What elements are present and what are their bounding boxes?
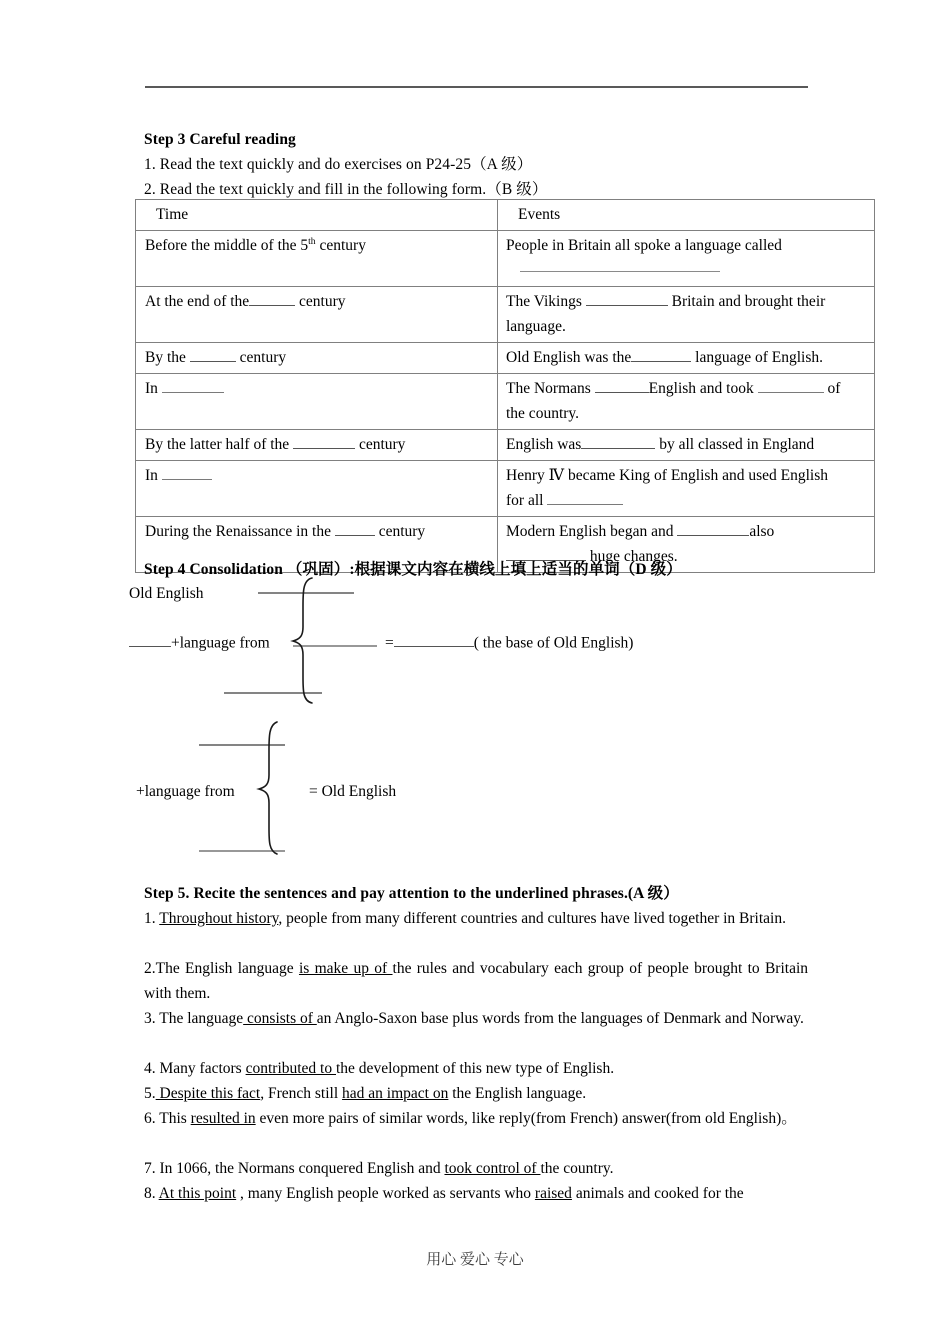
time-text-post: century <box>374 523 426 540</box>
event-line-2: language. <box>506 318 566 335</box>
sentence-text: In 1066, the Normans conquered English and <box>159 1160 445 1177</box>
sentence-1 <box>144 906 808 931</box>
answer-blank[interactable] <box>586 291 668 306</box>
answer-blank[interactable] <box>581 434 655 449</box>
diagram1-top-label: Old English <box>129 585 204 602</box>
event-line-2-pre: for all <box>506 492 548 509</box>
sentence-number: 7. <box>144 1160 160 1177</box>
step3-item-1: 1. Read the text quickly and do exercises on P24-25（A 级） <box>144 156 533 173</box>
table-row <box>136 374 875 430</box>
diagram2-right-label: = Old English <box>309 783 397 800</box>
answer-blank[interactable] <box>162 465 212 480</box>
table-row <box>136 430 875 461</box>
event-line-1: Henry Ⅳ became King of English and used English <box>506 467 828 484</box>
diagram1-right-label <box>385 632 633 654</box>
sentence-text: This <box>159 1110 191 1127</box>
sentence-text: even more pairs of similar words, like reply(from French) answer(from old English)。 <box>255 1110 797 1127</box>
time-text-pre: In <box>145 467 162 484</box>
sentence-text: The language <box>159 1010 244 1027</box>
header-rule <box>145 86 808 88</box>
sentence-number: 4. <box>144 1060 160 1077</box>
time-text-pre: At the end of the <box>145 293 250 310</box>
answer-blank[interactable] <box>190 347 236 362</box>
answer-blank[interactable] <box>293 434 355 449</box>
cell-event <box>498 287 875 343</box>
time-text-post: century <box>355 436 406 453</box>
answer-blank[interactable] <box>547 490 623 505</box>
cell-event <box>498 461 875 517</box>
sentence-4 <box>144 1056 808 1081</box>
sentence-number: 2. <box>144 960 156 977</box>
event-text-post: language of English. <box>691 349 824 366</box>
event-text-post: by all classed in England <box>655 436 815 453</box>
event-text-a: The Normans <box>506 380 595 397</box>
event-text-post: also <box>749 523 775 540</box>
cell-time <box>136 374 498 430</box>
cell-event <box>498 374 875 430</box>
answer-blank[interactable] <box>677 521 749 536</box>
event-text-post: Britain and brought their <box>667 293 826 310</box>
time-text-pre: In <box>145 380 162 397</box>
time-text-post: century <box>235 349 287 366</box>
sentence-text: the country. <box>540 1160 614 1177</box>
cell-event <box>498 343 875 374</box>
column-header-time: Time <box>136 200 498 231</box>
event-text-c: of <box>823 380 841 397</box>
event-text-pre: Modern English began and <box>506 523 678 540</box>
event-text-pre: The Vikings <box>506 293 586 310</box>
diagram1-note: ( the base of Old English) <box>473 634 634 652</box>
answer-blank[interactable] <box>394 632 474 647</box>
step4-heading: Step 4 Consolidation （巩固）:根据课文内容在横线上填上适当的单词（D 级） <box>144 561 682 578</box>
answer-blank[interactable] <box>335 521 375 536</box>
underlined-phrase: had an impact on <box>342 1085 449 1102</box>
time-text-pre: Before the middle of the 5 <box>145 237 309 254</box>
cell-time <box>136 461 498 517</box>
sentence-2 <box>144 956 808 1006</box>
sentence-text: The English language <box>155 960 299 977</box>
sentence-number: 1. <box>144 910 160 927</box>
column-header-events: Events <box>498 200 875 231</box>
event-text-pre: Old English was the <box>506 349 632 366</box>
underlined-phrase: Throughout history <box>159 910 279 927</box>
underlined-phrase: is make up of <box>298 960 393 977</box>
step5-heading: Step 5. Recite the sentences and pay attention to the underlined phrases.(A 级） <box>144 885 679 902</box>
event-line-2-post: huge changes. <box>586 548 678 565</box>
sentence-number: 3. <box>144 1010 160 1027</box>
event-line-2: the country. <box>506 405 580 422</box>
equals-sign: = <box>385 634 394 652</box>
sentence-3 <box>144 1006 808 1031</box>
timeline-table <box>135 199 875 573</box>
cell-time <box>136 287 498 343</box>
event-text-b: English and took <box>648 380 758 397</box>
cell-event <box>498 430 875 461</box>
sentence-text: , many English people worked as servants who <box>236 1185 535 1202</box>
answer-blank[interactable] <box>631 347 691 362</box>
sentence-7 <box>144 1156 808 1181</box>
sentence-text: the rules and vocabulary each group of people brought to Britain with them. <box>144 960 809 1002</box>
underlined-phrase: resulted in <box>190 1110 256 1127</box>
time-text-post: century <box>315 237 366 254</box>
diagram1-curly-brace <box>293 578 312 703</box>
sentence-text: , French still <box>260 1085 343 1102</box>
time-text-pre: During the Renaissance in the <box>145 523 335 540</box>
sentence-number: 5. <box>144 1085 156 1102</box>
sentence-text: animals and cooked for the <box>571 1185 744 1202</box>
cell-event <box>498 231 875 287</box>
answer-blank[interactable] <box>758 378 824 393</box>
underlined-phrase: contributed to <box>245 1060 336 1077</box>
sentence-text: an Anglo-Saxon base plus words from the languages of Denmark and Norway. <box>316 1010 804 1027</box>
sentence-6 <box>144 1106 808 1131</box>
table-header-row <box>136 200 875 231</box>
sentence-text: , people from many different countries and cultures have lived together in Britain. <box>278 910 786 927</box>
table-row <box>136 287 875 343</box>
table-row <box>136 343 875 374</box>
sentence-number: 8. <box>144 1185 159 1202</box>
time-text-pre: By the latter half of the <box>145 436 294 453</box>
sentence-8 <box>144 1181 808 1206</box>
underlined-phrase: Despite this fact <box>155 1085 261 1102</box>
underlined-phrase: took control of <box>444 1160 541 1177</box>
ordinal-suffix: th <box>308 235 316 247</box>
cell-time <box>136 343 498 374</box>
underlined-phrase: consists of <box>243 1010 317 1027</box>
sentence-text: Many factors <box>159 1060 246 1077</box>
table-row <box>136 231 875 287</box>
answer-blank[interactable] <box>249 291 295 306</box>
underlined-phrase: raised <box>534 1185 572 1202</box>
answer-blank[interactable] <box>520 270 720 272</box>
sentence-5 <box>144 1081 808 1106</box>
page-footer: 用心 爱心 专心 <box>426 1252 524 1268</box>
event-line-1: People in Britain all spoke a language called <box>506 237 782 254</box>
diagram2-left-label: +language from <box>136 783 235 800</box>
cell-time <box>136 231 498 287</box>
diagram1-left-label <box>129 632 270 654</box>
step3-heading: Step 3 Careful reading <box>144 131 296 148</box>
underlined-phrase: At this point <box>158 1185 237 1202</box>
step3-item-2: 2. Read the text quickly and fill in the following form.（B 级） <box>144 181 548 198</box>
answer-blank[interactable] <box>595 378 649 393</box>
answer-blank[interactable] <box>162 378 224 393</box>
time-text-post: century <box>295 293 346 310</box>
time-text-pre: By the <box>145 349 190 366</box>
answer-blank[interactable] <box>129 632 171 647</box>
sentence-number: 6. <box>144 1110 160 1127</box>
cell-time <box>136 430 498 461</box>
sentence-text: the development of this new type of English. <box>336 1060 615 1077</box>
diagram1-left-text: +language from <box>171 634 270 652</box>
sentence-text: the English language. <box>448 1085 587 1102</box>
table-row <box>136 461 875 517</box>
diagram2-curly-brace <box>259 722 277 854</box>
event-text-pre: English was <box>506 436 582 453</box>
